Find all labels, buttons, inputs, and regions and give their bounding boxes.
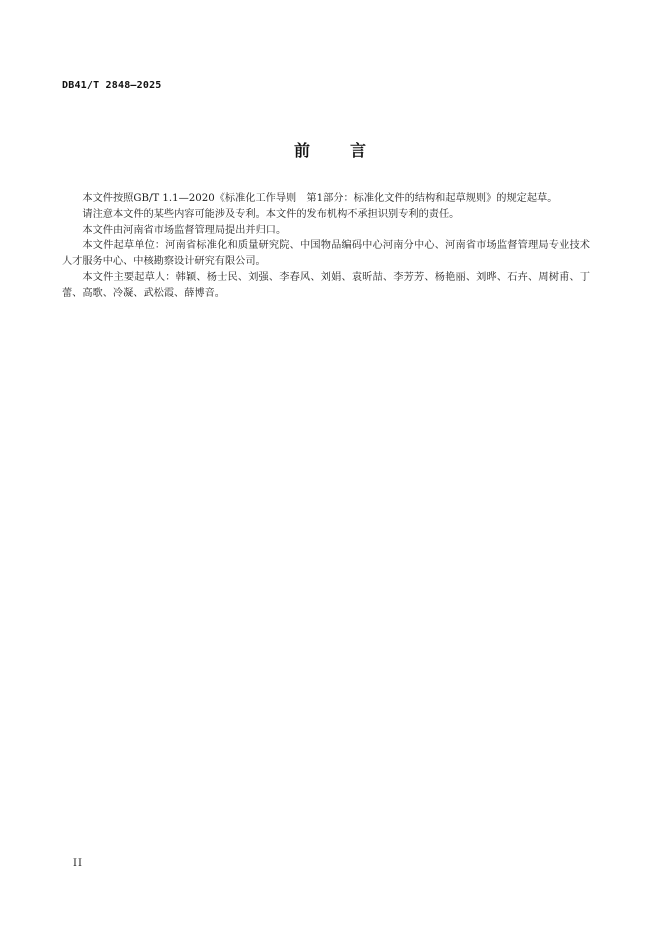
paragraph-patent-notice: 请注意本文件的某些内容可能涉及专利。本文件的发布机构不承担识别专利的责任。 xyxy=(82,208,460,220)
title-char-1: 前 xyxy=(293,141,312,160)
paragraph-proposer: 本文件由河南省市场监督管理局提出并归口。 xyxy=(82,224,287,236)
foreword-body xyxy=(62,191,590,302)
paragraph-drafters: 本文件主要起草人：韩颖、杨士民、刘强、李春风、刘娟、袁昕喆、李芳芳、杨艳丽、刘晔、石卉、周树甫、丁蕾、高歌、冷凝、武松霞、薛博音。 xyxy=(62,271,590,299)
title-char-2: 言 xyxy=(350,141,369,160)
page-number: II xyxy=(73,858,83,869)
paragraph-drafting-basis: 本文件按照GB/T 1.1—2020《标准化工作导则 第1部分：标准化文件的结构和起草规则》的规定起草。 xyxy=(82,193,558,204)
page-title xyxy=(0,138,662,161)
standard-code: DB41/T 2848—2025 xyxy=(62,80,162,91)
paragraph-drafting-units: 本文件起草单位：河南省标准化和质量研究院、中国物品编码中心河南分中心、河南省市场监督管理局专业技术人才服务中心、中核勘察设计研究有限公司。 xyxy=(62,240,590,268)
